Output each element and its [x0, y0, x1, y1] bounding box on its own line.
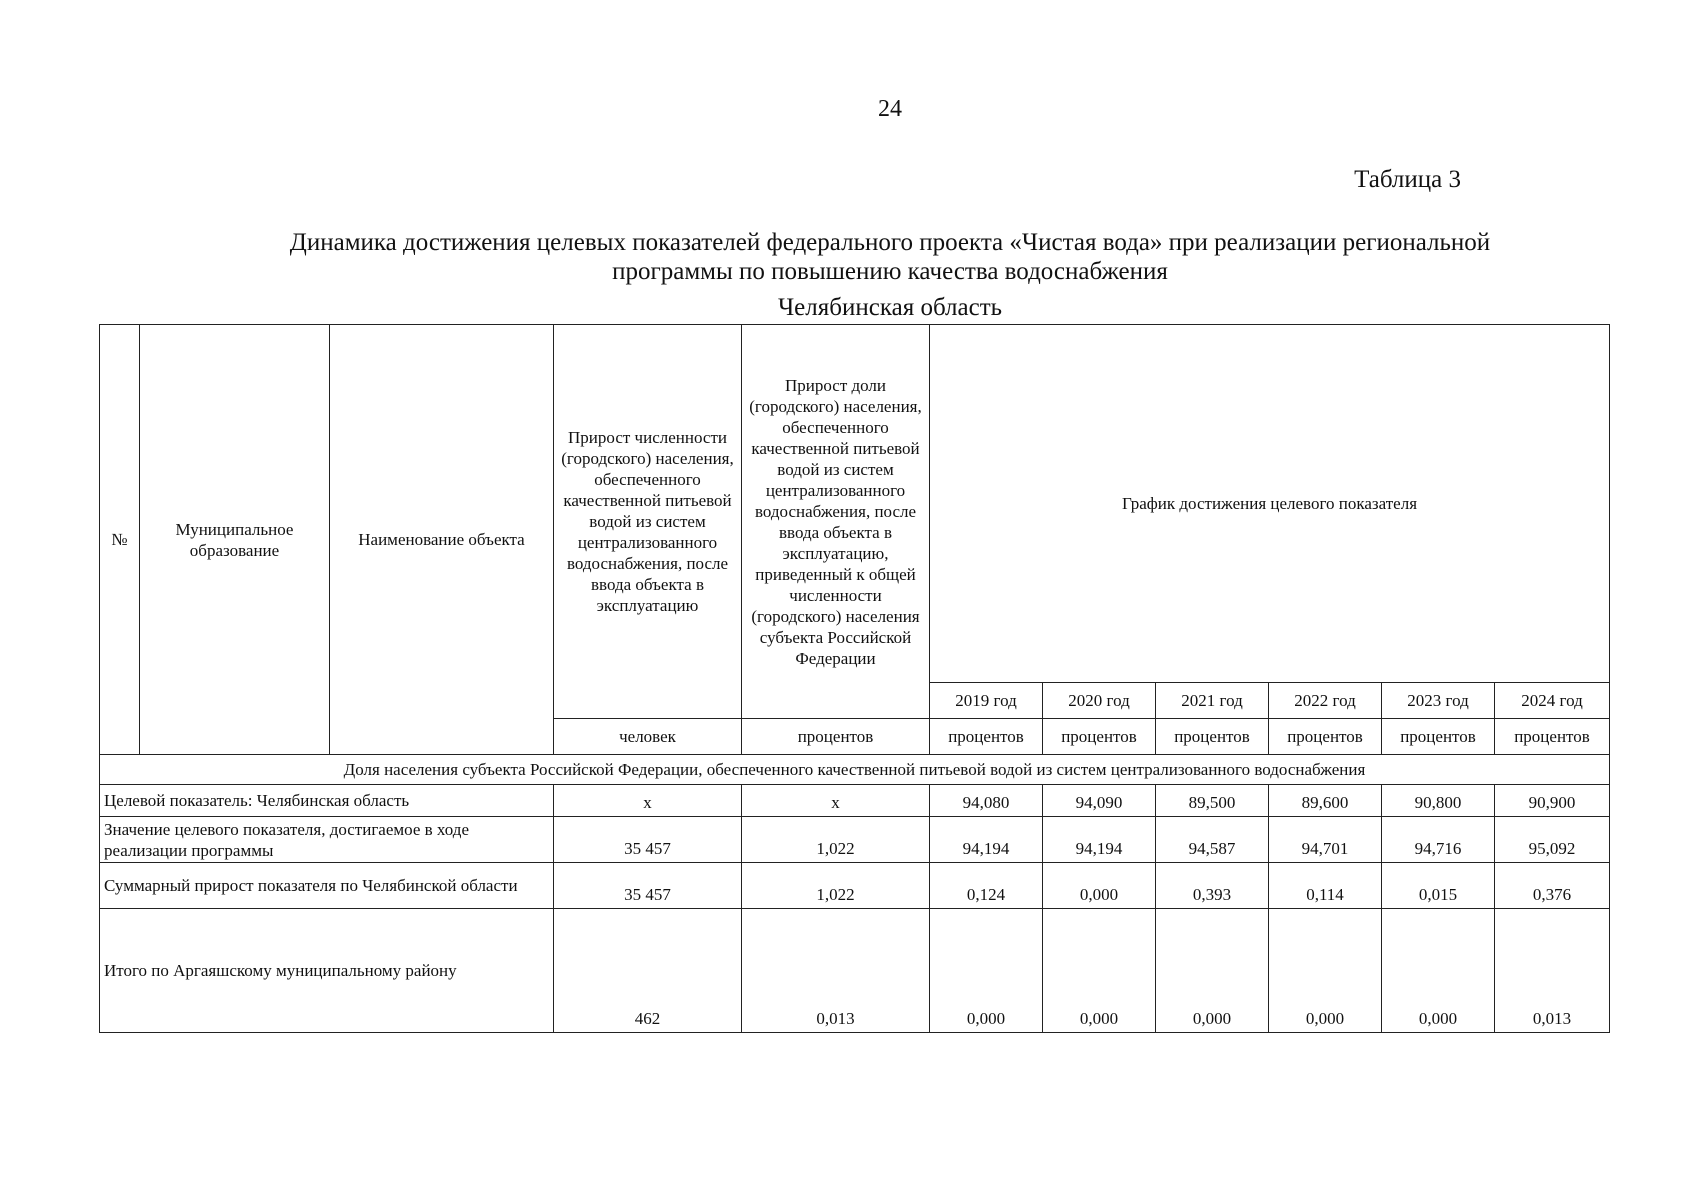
header-object-name: Наименование объекта — [330, 325, 554, 755]
indicator-table — [99, 324, 1610, 1033]
year-value: 0,000 — [1043, 863, 1156, 909]
table-label: Таблица 3 — [1354, 166, 1461, 193]
year-value: 0,000 — [1382, 909, 1495, 1033]
year-value: 0,124 — [930, 863, 1043, 909]
people-value: x — [554, 785, 742, 817]
table-row — [100, 817, 1610, 863]
share-value: x — [742, 785, 930, 817]
unit-percent: процентов — [742, 719, 930, 755]
year-value: 89,500 — [1156, 785, 1269, 817]
people-value: 35 457 — [554, 863, 742, 909]
header-no: № — [100, 325, 140, 755]
header-share-increase: Прирост доли (городского) населения, обеспеченного качественной питьевой водой из систем централизованного водоснабжения, после ввода объекта в эксплуатацию, приведенный к общей численности (городского) населения субъекта Российской Федерации — [742, 325, 930, 719]
year-value: 94,701 — [1269, 817, 1382, 863]
section-row — [100, 755, 1610, 785]
year-value: 89,600 — [1269, 785, 1382, 817]
year-value: 94,587 — [1156, 817, 1269, 863]
unit-percent: процентов — [930, 719, 1043, 755]
header-row — [100, 325, 1610, 683]
table-row — [100, 909, 1610, 1033]
row-label: Суммарный прирост показателя по Челябинской области — [100, 863, 554, 909]
people-value: 462 — [554, 909, 742, 1033]
unit-percent: процентов — [1269, 719, 1382, 755]
page-number: 24 — [878, 96, 902, 122]
unit-people: человек — [554, 719, 742, 755]
title-line-1: Динамика достижения целевых показателей федерального проекта «Чистая вода» при реализации региональной — [289, 229, 1491, 256]
year-value: 0,013 — [1495, 909, 1610, 1033]
unit-percent: процентов — [1382, 719, 1495, 755]
year-value: 94,090 — [1043, 785, 1156, 817]
header-population-increase: Прирост численности (городского) населения, обеспеченного качественной питьевой водой из систем централизованного водоснабжения, после ввода объекта в эксплуатацию — [554, 325, 742, 719]
share-value: 0,013 — [742, 909, 930, 1033]
year-value: 0,000 — [1156, 909, 1269, 1033]
year-value: 94,194 — [1043, 817, 1156, 863]
unit-percent: процентов — [1495, 719, 1610, 755]
year-value: 0,000 — [1043, 909, 1156, 1033]
header-year: 2020 год — [1043, 683, 1156, 719]
header-schedule: График достижения целевого показателя — [930, 325, 1610, 683]
table-row — [100, 785, 1610, 817]
header-year: 2019 год — [930, 683, 1043, 719]
year-value: 94,080 — [930, 785, 1043, 817]
region-title: Челябинская область — [777, 294, 1003, 321]
people-value: 35 457 — [554, 817, 742, 863]
row-label: Итого по Аргаяшскому муниципальному району — [100, 909, 554, 1033]
table-row — [100, 863, 1610, 909]
year-value: 0,015 — [1382, 863, 1495, 909]
section-title: Доля населения субъекта Российской Федерации, обеспеченного качественной питьевой водой из систем централизованного водоснабжения — [100, 755, 1610, 785]
row-label: Целевой показатель: Челябинская область — [100, 785, 554, 817]
row-label: Значение целевого показателя, достигаемое в ходе реализации программы — [100, 817, 554, 863]
document-title — [190, 228, 1590, 286]
share-value: 1,022 — [742, 863, 930, 909]
year-value: 94,194 — [930, 817, 1043, 863]
year-value: 0,000 — [1269, 909, 1382, 1033]
header-year: 2024 год — [1495, 683, 1610, 719]
year-value: 90,800 — [1382, 785, 1495, 817]
year-value: 0,114 — [1269, 863, 1382, 909]
header-year: 2022 год — [1269, 683, 1382, 719]
title-line-2: программы по повышению качества водоснабжения — [612, 258, 1168, 285]
header-year: 2021 год — [1156, 683, 1269, 719]
header-municipality: Муниципальное образование — [140, 325, 330, 755]
unit-percent: процентов — [1043, 719, 1156, 755]
year-value: 95,092 — [1495, 817, 1610, 863]
year-value: 0,393 — [1156, 863, 1269, 909]
year-value: 90,900 — [1495, 785, 1610, 817]
unit-percent: процентов — [1156, 719, 1269, 755]
year-value: 94,716 — [1382, 817, 1495, 863]
header-year: 2023 год — [1382, 683, 1495, 719]
year-value: 0,376 — [1495, 863, 1610, 909]
year-value: 0,000 — [930, 909, 1043, 1033]
share-value: 1,022 — [742, 817, 930, 863]
